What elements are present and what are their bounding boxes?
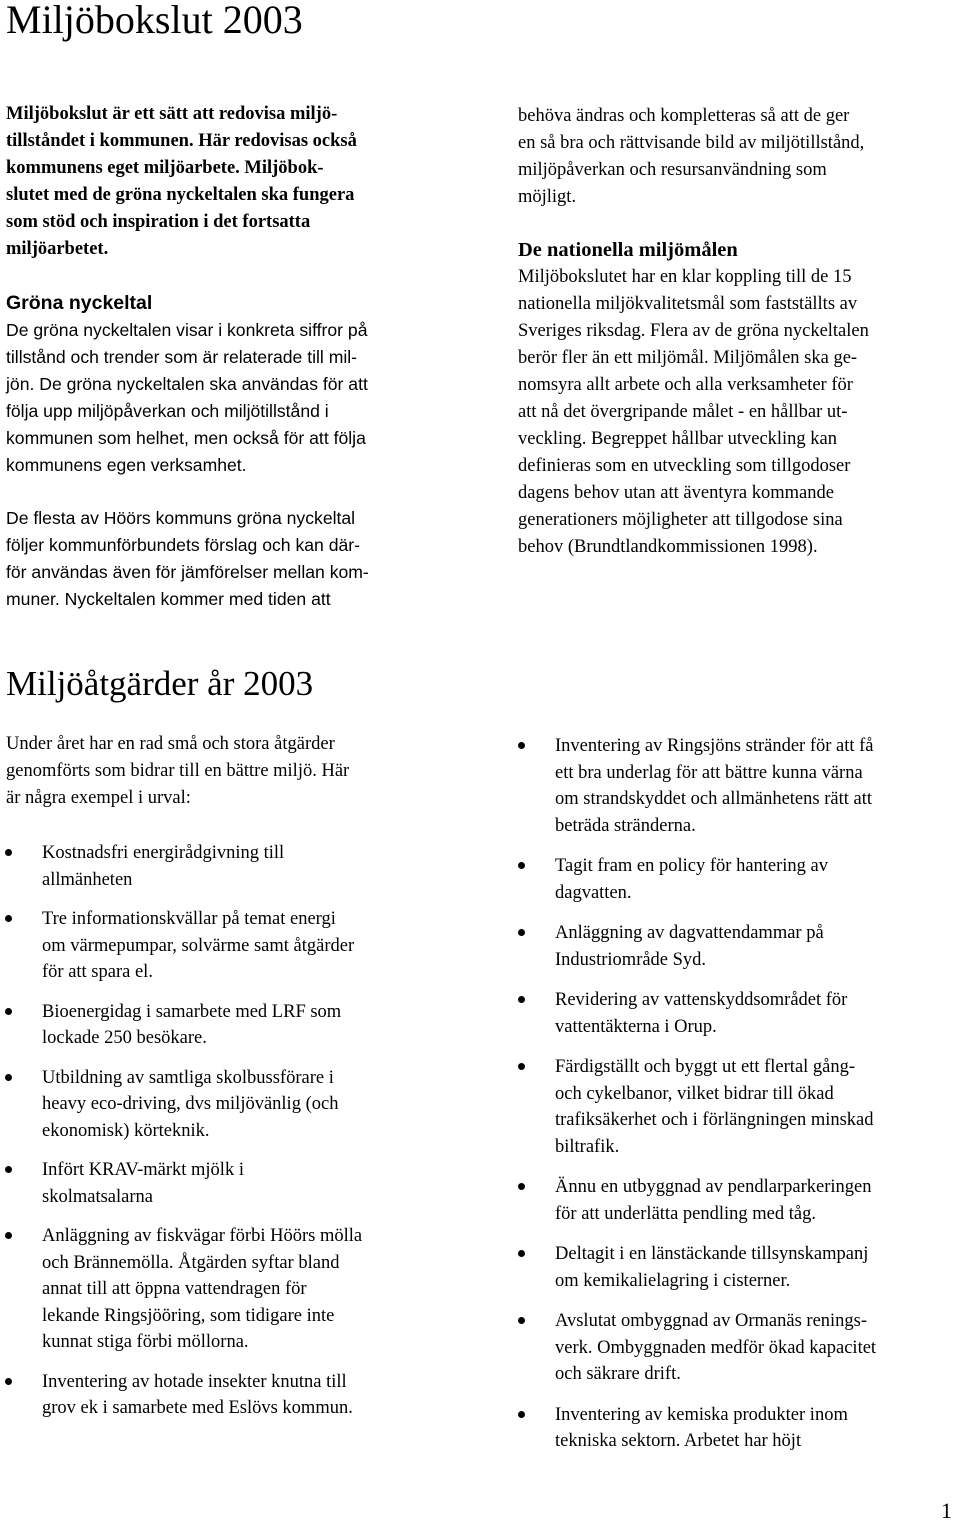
text-line: för användas även för jämförelser mellan kom- bbox=[6, 562, 369, 582]
text-line: Under året har en rad små och stora åtgärder bbox=[6, 734, 335, 754]
text-line: verk. Ombyggnaden medför ökad kapacitet bbox=[555, 1337, 877, 1358]
text-line: allmänheten bbox=[42, 869, 133, 890]
text-line: genomförts som bidrar till en bättre miljö. Här bbox=[6, 761, 350, 781]
text-line: Anläggning av dagvattendammar på bbox=[555, 923, 824, 943]
bullet-item bbox=[518, 1402, 958, 1455]
bullet-dot bbox=[518, 1411, 525, 1418]
left-bullet-list bbox=[5, 840, 485, 1422]
green-indicators-paragraph bbox=[6, 317, 368, 479]
text-line: Avslutat ombyggnad av Ormanäs renings- bbox=[555, 1311, 868, 1331]
text-line: Revidering av vattenskyddsområdet för bbox=[555, 990, 848, 1010]
bullet-item bbox=[518, 987, 958, 1040]
text-line: och cykelbanor, vilket bidrar till ökad bbox=[555, 1083, 834, 1104]
bullet-dot bbox=[518, 1183, 525, 1190]
text-line: följa upp miljöpåverkan och miljötillstånd i bbox=[6, 401, 329, 421]
text-line: Bioenergidag i samarbete med LRF som bbox=[42, 1001, 342, 1022]
bullet-dot bbox=[518, 1317, 525, 1324]
text-line: annat till att öppna vattendragen för bbox=[42, 1279, 307, 1299]
right-bullet-list bbox=[518, 733, 958, 1455]
text-line: för att underlätta pendling med tåg. bbox=[555, 1203, 816, 1224]
text-line: nomsyra allt arbete och alla verksamheter för bbox=[518, 375, 853, 395]
bullet-item bbox=[518, 1241, 958, 1294]
bullet-item bbox=[5, 1369, 485, 1422]
text-line: Deltagit i en länstäckande tillsynskampanj bbox=[555, 1244, 869, 1264]
text-line: Inventering av Ringsjöns stränder för att få bbox=[555, 736, 874, 756]
text-line: behov (Brundtlandkommissionen 1998). bbox=[518, 537, 818, 557]
text-line: kommunens eget miljöarbete. Miljöbok- bbox=[6, 158, 324, 178]
page-title: Miljöbokslut 2003 bbox=[6, 0, 303, 42]
text-line: trafiksäkerhet och i förlängningen minskad bbox=[555, 1110, 874, 1130]
bullet-dot bbox=[518, 1250, 525, 1257]
bullet-item bbox=[5, 1065, 485, 1145]
bullet-item bbox=[518, 1308, 958, 1388]
text-line: kommunens egen verksamhet. bbox=[6, 455, 247, 475]
text-line: lekande Ringsjööring, som tidigare inte bbox=[42, 1305, 335, 1326]
text-line: för att spara el. bbox=[42, 962, 153, 982]
intro-paragraph bbox=[6, 101, 357, 263]
text-line: Tre informationskvällar på temat energi bbox=[42, 909, 336, 929]
text-line: grov ek i samarbete med Eslövs kommun. bbox=[42, 1398, 353, 1418]
text-line: kunnat stiga förbi möllorna. bbox=[42, 1332, 249, 1352]
text-line: kommunen som helhet, men också för att följa bbox=[6, 428, 366, 448]
text-line: dagvatten. bbox=[555, 882, 632, 903]
text-line: tillståndet i kommunen. Här redovisas också bbox=[6, 131, 357, 151]
bullet-item bbox=[5, 999, 485, 1052]
bullet-item bbox=[518, 920, 958, 973]
bullet-dot bbox=[5, 1074, 12, 1081]
continued-paragraph bbox=[518, 103, 864, 211]
bullet-dot bbox=[5, 915, 12, 922]
text-line: miljöarbetet. bbox=[6, 239, 109, 259]
text-line: om kemikalielagring i cisterner. bbox=[555, 1270, 791, 1291]
text-line: en så bra och rättvisande bild av miljötillstånd, bbox=[518, 133, 865, 153]
national-goals-heading: De nationella miljömålen bbox=[518, 239, 738, 261]
text-line: muner. Nyckeltalen kommer med tiden att bbox=[6, 589, 331, 609]
bullet-dot bbox=[5, 1378, 12, 1385]
text-line: och säkrare drift. bbox=[555, 1364, 681, 1384]
text-line: Färdigställt och byggt ut ett flertal gång- bbox=[555, 1057, 856, 1077]
bullet-dot bbox=[5, 1166, 12, 1173]
text-line: definieras som en utveckling som tillgodoser bbox=[518, 456, 851, 476]
text-line: ett bra underlag för att bättre kunna värna bbox=[555, 762, 863, 783]
page-number: 1 bbox=[941, 1498, 952, 1523]
text-line: möjligt. bbox=[518, 187, 577, 207]
text-line: Infört KRAV-märkt mjölk i bbox=[42, 1160, 244, 1180]
text-line: Anläggning av fiskvägar förbi Höörs mölla bbox=[42, 1226, 363, 1246]
text-line: ekonomisk) körteknik. bbox=[42, 1120, 210, 1141]
text-line: Miljöbokslutet har en klar koppling till de 15 bbox=[518, 267, 852, 287]
text-line: vattentäkterna i Orup. bbox=[555, 1016, 717, 1037]
bullet-item bbox=[518, 733, 958, 839]
text-line: heavy eco-driving, dvs miljövänlig (och bbox=[42, 1094, 339, 1114]
bullet-dot bbox=[518, 1063, 525, 1070]
bullet-dot bbox=[518, 862, 525, 869]
bullet-item bbox=[518, 1054, 958, 1160]
text-line: och Brännemölla. Åtgärden syftar bland bbox=[42, 1252, 340, 1273]
text-line: Inventering av kemiska produkter inom bbox=[555, 1404, 848, 1425]
text-line: biltrafik. bbox=[555, 1136, 620, 1157]
bullet-dot bbox=[5, 1008, 12, 1015]
text-line: Tagit fram en policy för hantering av bbox=[555, 856, 829, 876]
bullet-item bbox=[518, 1174, 958, 1227]
bullet-item bbox=[518, 853, 958, 906]
text-line: Industriområde Syd. bbox=[555, 949, 707, 970]
bullet-item bbox=[5, 840, 485, 893]
bullet-item bbox=[5, 1223, 485, 1356]
text-line: slutet med de gröna nyckeltalen ska fungera bbox=[6, 185, 355, 205]
bullet-dot bbox=[518, 742, 525, 749]
bullet-item bbox=[5, 906, 485, 986]
measures-intro-paragraph bbox=[6, 731, 349, 812]
text-line: dagens behov utan att äventyra kommande bbox=[518, 483, 834, 503]
text-line: som stöd och inspiration i det fortsatta bbox=[6, 212, 311, 232]
hoor-indicators-paragraph bbox=[6, 505, 369, 613]
text-line: De flesta av Höörs kommuns gröna nyckeltal bbox=[6, 508, 356, 528]
bullet-item bbox=[5, 1157, 485, 1210]
text-line: är några exempel i urval: bbox=[6, 788, 191, 808]
national-goals-paragraph bbox=[518, 264, 869, 561]
text-line: om strandskyddet och allmänhetens rätt att bbox=[555, 789, 872, 809]
text-line: Inventering av hotade insekter knutna till bbox=[42, 1371, 347, 1392]
text-line: miljöpåverkan och resursanvändning som bbox=[518, 160, 827, 180]
text-line: Sveriges riksdag. Flera av de gröna nyckeltalen bbox=[518, 321, 869, 341]
bullet-dot bbox=[518, 996, 525, 1003]
bullet-dot bbox=[5, 849, 12, 856]
bullet-dot bbox=[5, 1232, 12, 1239]
text-line: Kostnadsfri energirådgivning till bbox=[42, 843, 285, 863]
text-line: skolmatsalarna bbox=[42, 1186, 153, 1207]
text-line: berör fler än ett miljömål. Miljömålen ska ge- bbox=[518, 348, 858, 368]
text-line: lockade 250 besökare. bbox=[42, 1028, 207, 1048]
text-line: Ännu en utbyggnad av pendlarparkeringen bbox=[555, 1177, 872, 1197]
text-line: jön. De gröna nyckeltalen ska användas för att bbox=[6, 374, 368, 394]
text-line: beträda stränderna. bbox=[555, 815, 696, 836]
text-line: Miljöbokslut är ett sätt att redovisa miljö- bbox=[6, 104, 338, 124]
bullet-dot bbox=[518, 929, 525, 936]
text-line: veckling. Begreppet hållbar utveckling kan bbox=[518, 429, 838, 449]
text-line: Utbildning av samtliga skolbussförare i bbox=[42, 1067, 334, 1088]
text-line: att nå det övergripande målet - en hållbar ut- bbox=[518, 402, 848, 422]
text-line: De gröna nyckeltalen visar i konkreta siffror på bbox=[6, 320, 368, 340]
section-title: Miljöåtgärder år 2003 bbox=[6, 664, 314, 703]
text-line: behöva ändras och kompletteras så att de ger bbox=[518, 106, 850, 126]
green-indicators-heading: Gröna nyckeltal bbox=[6, 292, 153, 314]
text-line: om värmepumpar, solvärme samt åtgärder bbox=[42, 935, 355, 956]
text-line: generationers möjligheter att tillgodose sina bbox=[518, 510, 843, 530]
text-line: tillstånd och trender som är relaterade till mil- bbox=[6, 347, 358, 367]
text-line: tekniska sektorn. Arbetet har höjt bbox=[555, 1431, 802, 1451]
text-line: följer kommunförbundets förslag och kan där- bbox=[6, 535, 361, 555]
text-line: nationella miljökvalitetsmål som fastställts av bbox=[518, 294, 858, 314]
